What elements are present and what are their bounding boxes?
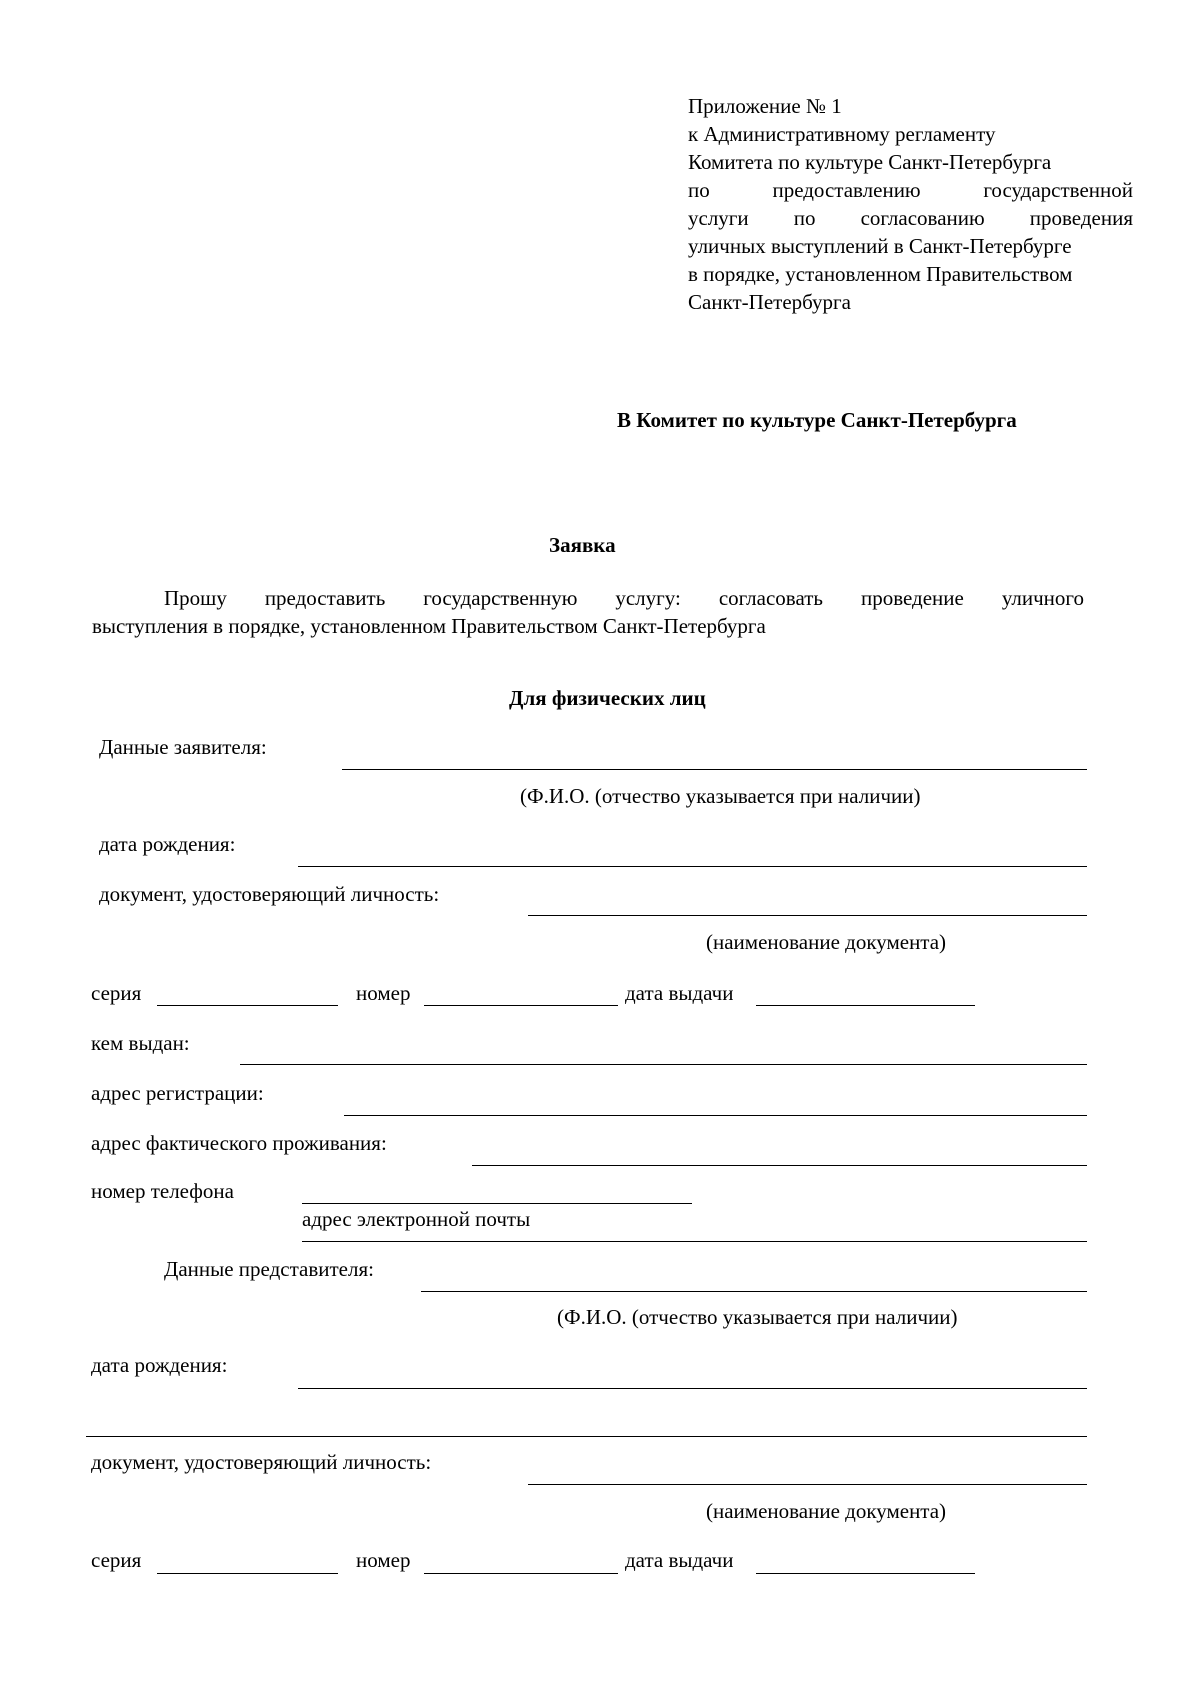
applicant-email-line[interactable]	[302, 1241, 1087, 1242]
applicant-issued-by-label: кем выдан:	[91, 1031, 190, 1055]
applicant-series-line[interactable]	[157, 1005, 338, 1006]
annex-line: к Административному регламенту	[688, 122, 996, 146]
applicant-series-label: серия	[91, 981, 142, 1005]
applicant-actual-address-line[interactable]	[472, 1165, 1087, 1166]
annex-word: предоставлению	[772, 178, 921, 202]
representative-issue-date-line[interactable]	[756, 1573, 975, 1574]
annex-word: проведения	[1029, 206, 1133, 230]
applicant-phone-label: номер телефона	[91, 1179, 234, 1203]
intro-word: услугу:	[615, 586, 681, 610]
representative-data-label: Данные представителя:	[164, 1257, 374, 1281]
representative-issue-date-label: дата выдачи	[625, 1548, 734, 1572]
representative-birth-label: дата рождения:	[91, 1353, 228, 1377]
applicant-data-label: Данные заявителя:	[99, 735, 267, 759]
intro-word: проведение	[860, 586, 964, 610]
annex-word: услуги	[688, 206, 749, 230]
applicant-number-line[interactable]	[424, 1005, 618, 1006]
applicant-issue-date-line[interactable]	[756, 1005, 975, 1006]
annex-word: государственной	[983, 178, 1133, 202]
representative-number-label: номер	[356, 1548, 411, 1572]
representative-number-line[interactable]	[424, 1573, 618, 1574]
representative-doc-label: документ, удостоверяющий личность:	[91, 1450, 432, 1474]
intro-line-2: выступления в порядке, установленном Правительством Санкт-Петербурга	[92, 614, 766, 638]
annex-line: в порядке, установленном Правительством	[688, 262, 1073, 286]
annex-word: по	[688, 178, 710, 202]
intro-word: уличного	[1001, 586, 1084, 610]
intro-word: предоставить	[264, 586, 386, 610]
applicant-issued-by-line[interactable]	[240, 1064, 1087, 1065]
representative-doc-caption: (наименование документа)	[706, 1499, 947, 1523]
section-title: Для физических лиц	[509, 686, 706, 710]
annex-line: Санкт-Петербурга	[688, 290, 851, 314]
intro-word: государственную	[423, 586, 578, 610]
representative-extra-line[interactable]	[86, 1436, 1087, 1437]
addressee: В Комитет по культуре Санкт-Петербурга	[617, 408, 1017, 432]
applicant-number-label: номер	[356, 981, 411, 1005]
representative-series-line[interactable]	[157, 1573, 338, 1574]
applicant-doc-label: документ, удостоверяющий личность:	[99, 882, 440, 906]
applicant-issue-date-label: дата выдачи	[625, 981, 734, 1005]
applicant-reg-address-label: адрес регистрации:	[91, 1081, 264, 1105]
annex-justified-line	[688, 204, 1133, 232]
applicant-phone-line[interactable]	[302, 1203, 692, 1204]
applicant-birth-label: дата рождения:	[99, 832, 236, 856]
annex-word: согласованию	[860, 206, 985, 230]
annex-line: Комитета по культуре Санкт-Петербурга	[688, 150, 1052, 174]
applicant-doc-line[interactable]	[528, 915, 1087, 916]
document-title: Заявка	[549, 533, 616, 557]
applicant-actual-address-label: адрес фактического проживания:	[91, 1131, 387, 1155]
intro-word: Прошу	[164, 586, 227, 610]
annex-word: по	[793, 206, 816, 230]
representative-fio-line[interactable]	[421, 1291, 1087, 1292]
intro-paragraph	[92, 584, 1084, 640]
representative-doc-line[interactable]	[528, 1484, 1087, 1485]
annex-header	[688, 92, 1133, 316]
applicant-birth-line[interactable]	[298, 866, 1087, 867]
annex-justified-line	[688, 176, 1133, 204]
annex-line: уличных выступлений в Санкт-Петербурге	[688, 234, 1072, 258]
applicant-email-label: адрес электронной почты	[302, 1207, 531, 1231]
representative-birth-line[interactable]	[298, 1388, 1087, 1389]
representative-fio-caption: (Ф.И.О. (отчество указывается при наличии)	[557, 1305, 958, 1329]
applicant-doc-caption: (наименование документа)	[706, 930, 947, 954]
intro-word: согласовать	[718, 586, 823, 610]
representative-series-label: серия	[91, 1548, 142, 1572]
applicant-reg-address-line[interactable]	[344, 1115, 1087, 1116]
intro-line-1	[92, 584, 1084, 612]
annex-line: Приложение № 1	[688, 94, 842, 118]
applicant-fio-caption: (Ф.И.О. (отчество указывается при наличии)	[520, 784, 921, 808]
applicant-fio-line[interactable]	[342, 769, 1087, 770]
